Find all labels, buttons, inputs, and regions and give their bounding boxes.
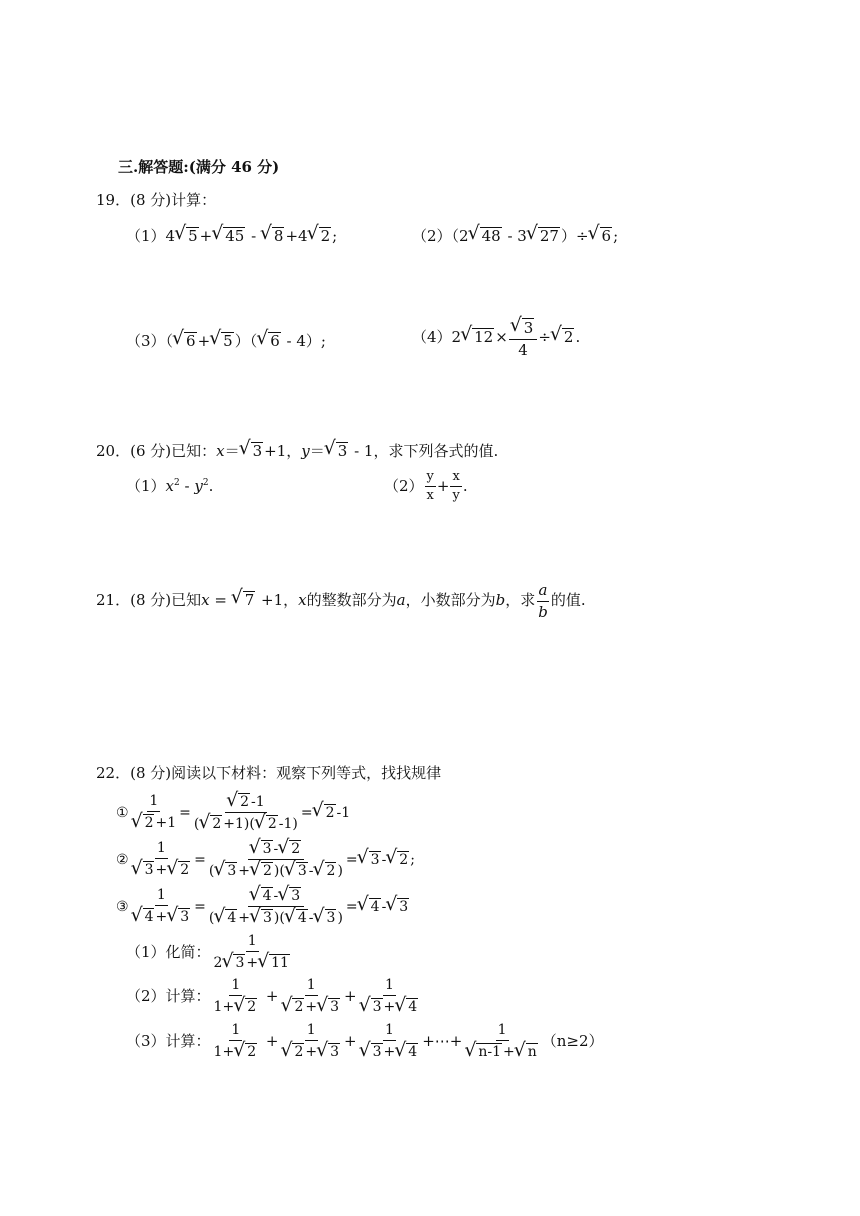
q19-part1: （1）4√ 5 +√ 45 - √ 8 +4√ 2 ; <box>126 227 337 244</box>
q20-part2: （2） $\frac{y}{x}$ + $\frac{x}{y}$ . <box>384 469 468 504</box>
q19-stem: 19．(8 分)计算： <box>96 191 217 209</box>
q19-part2: （2）（2√ 48 - 3√ 27 ）÷√ 6 ; <box>412 227 618 244</box>
q22-part2: （2）计算： $\frac{1}{1+√ 2}$ + 1 √ 2 +√ 3 + 1 √ 3 +√ 4 <box>126 978 422 1016</box>
q22-equation-3: ③ 1 √ 4 +√ 3 = √ $\frac{4 -√ 3}{(√ 4 +√ 3 )(√ 4 -√ 3 )}$ =√ 4 -√ 3 <box>116 887 410 927</box>
q20-part1: $(1)x^2 - y^2$. <box>126 477 214 495</box>
q22-equation-2: ② 1 √ 3 +√ 2 = √ $\frac{3 -√ 2}{(√ 3 +√ 2 )(√ 3 -√ 2 )}$ =√ 3 -√ 2 ; <box>116 840 415 880</box>
q19-part4: （4）2√ 12 × √ $\frac{3}{4}$ ÷√ 2 . <box>412 318 580 358</box>
q22-stem: 22．(8 分)阅读以下材料：观察下列等式，找找规律 <box>96 764 442 782</box>
section-title: 三.解答题:(满分 46 分) <box>118 158 280 176</box>
q22-part3: （3）计算： $\frac{1}{1+√ 2}$ + 1 √ 2 +√ 3 + 1 √ 3 +√ 4 +⋯+ 1 √ n-1 +√ n （n≥2） <box>126 1023 604 1061</box>
q22-equation-1: ① 1 √ 2 +1 = √ $\frac{2 -1}{(√ 2 +1)(√ 2 -1)}$ =√ 2 -1 <box>116 793 350 833</box>
q20-stem: 20．(6 分)已知：x＝√ 3 +1，y＝√ 3 - 1，求下列各式的值. <box>96 442 498 459</box>
q21-stem: 21．(8 分)已知x = √ 7 +1，x的整数部分为a，小数部分为b，求 $\frac{a}{b}$ 的值. <box>96 582 586 620</box>
q22-part1: （1）化简： $\frac{1}{2√ 3 +√ 11}$ <box>126 934 294 972</box>
q19-part3: （3）（√ 6 +√ 5 ）（√ 6 - 4）; <box>126 332 326 349</box>
